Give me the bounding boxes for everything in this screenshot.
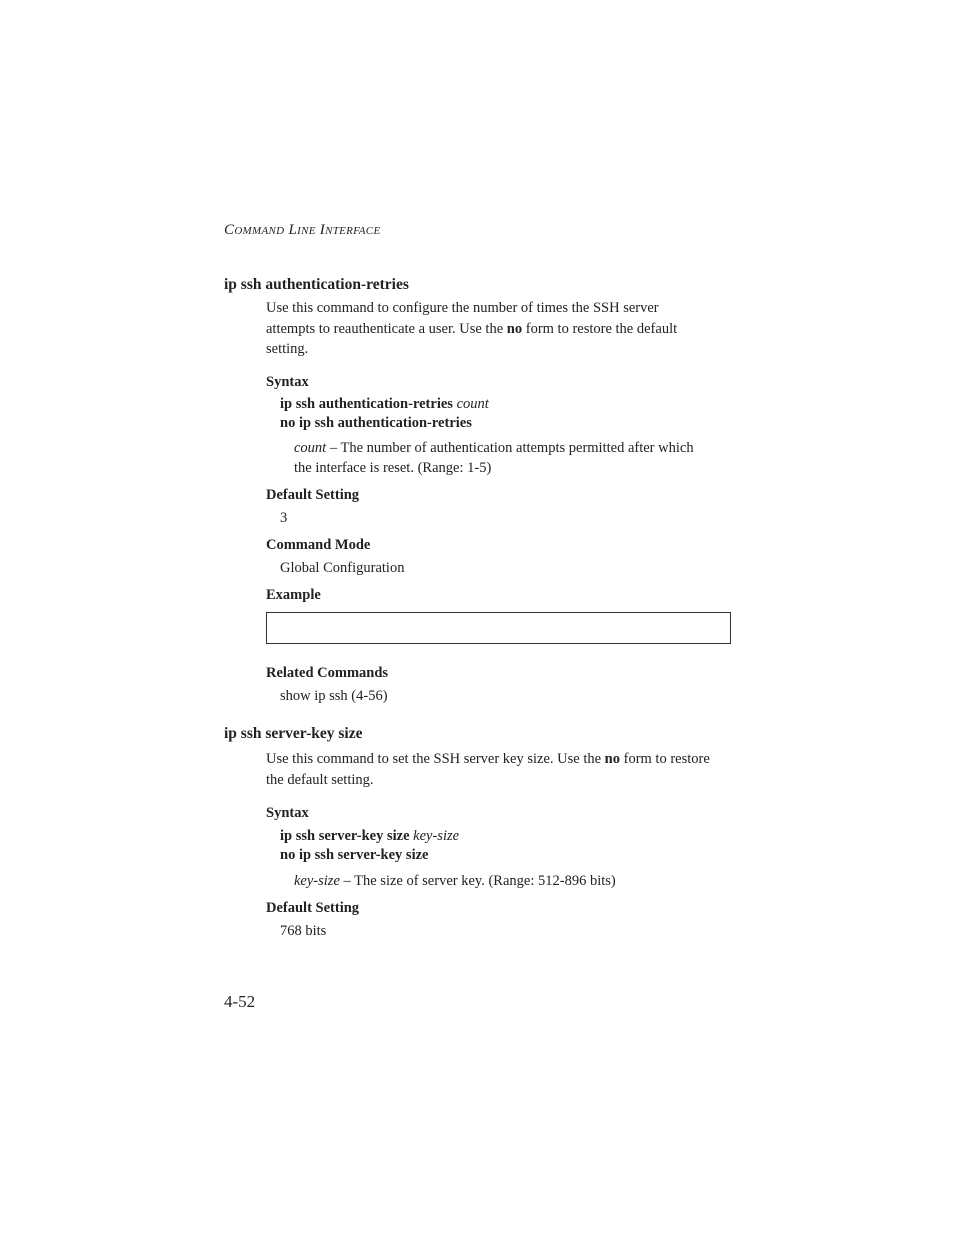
running-header: COMMAND LINE INTERFACE	[224, 222, 381, 238]
example-box	[266, 612, 731, 644]
syntax-command: ip ssh server-key size key-size	[280, 828, 460, 844]
syntax-heading: Syntax	[266, 805, 309, 821]
parameter-description: key-size – The size of server key. (Range: 512-896 bits)	[294, 873, 616, 889]
related-commands-heading: Related Commands	[266, 665, 389, 681]
command-mode-heading: Command Mode	[266, 537, 371, 553]
page-number: 4-52	[224, 992, 256, 1011]
syntax-command: ip ssh authentication-retries count	[280, 396, 489, 412]
syntax-heading: Syntax	[266, 374, 309, 390]
section-description: Use this command to set the SSH server key size. Use the no form to restore the default setting.	[266, 751, 710, 788]
example-heading: Example	[266, 587, 321, 603]
related-commands-value: show ip ssh (4-56)	[280, 688, 388, 704]
default-setting-value: 768 bits	[280, 923, 327, 939]
parameter-description: count – The number of authentication attempts permitted after which the interface is reset. (Range: 1-5)	[294, 440, 694, 476]
section-title-auth-retries: ip ssh authentication-retries	[224, 276, 409, 293]
default-setting-value: 3	[280, 510, 288, 526]
default-setting-heading: Default Setting	[266, 487, 360, 503]
section-description: Use this command to configure the number of times the SSH server attempts to reauthenticate a user. Use the no form to restore the default setting.	[266, 300, 678, 357]
command-mode-value: Global Configuration	[280, 560, 405, 576]
syntax-no-command: no ip ssh authentication-retries	[280, 415, 472, 431]
section-title-server-key-size: ip ssh server-key size	[224, 725, 363, 742]
syntax-no-command: no ip ssh server-key size	[280, 847, 429, 863]
default-setting-heading: Default Setting	[266, 900, 360, 916]
